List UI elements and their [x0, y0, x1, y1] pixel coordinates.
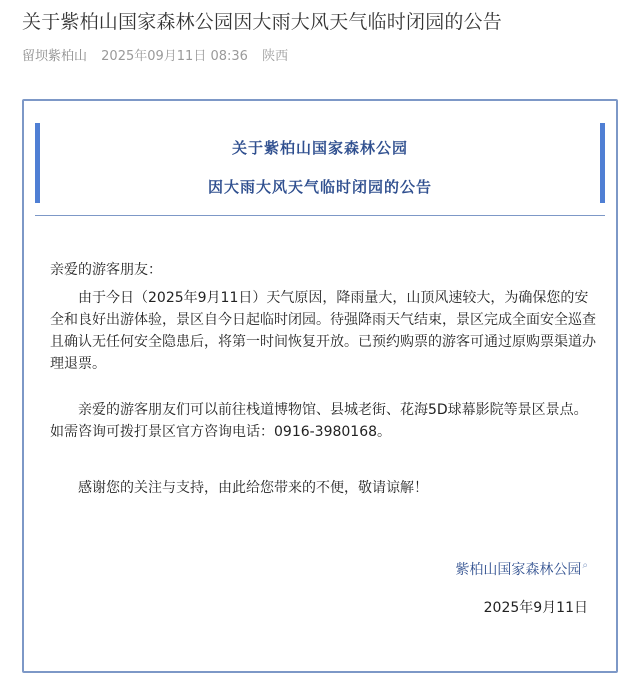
notice-paragraph-1: 由于今日（2025年9月11日）天气原因，降雨量大，山顶风速较大，为确保您的安全和良好出游体验，景区自今日起临时闭园。待强降雨天气结束，景区完成全面安全巡查且确认无任何安全隐患后，将第一时间恢复开放。已预约购票的游客可通过原购票渠道办理退票。	[50, 290, 596, 372]
search-icon[interactable]: ⌕	[582, 560, 588, 572]
notice-heading-line2: 因大雨大风天气临时闭园的公告	[207, 178, 432, 196]
notice-paragraph-2: 亲爱的游客朋友们可以前往栈道博物馆、县城老街、花海5D球幕影院等景区景点。如需咨询可拨打景区官方咨询电话：0916-3980168。	[50, 402, 588, 440]
account-name[interactable]: 留坝紫柏山	[22, 49, 88, 64]
article-meta	[22, 45, 298, 64]
notice-greeting: 亲爱的游客朋友：	[50, 262, 162, 278]
notice-closing: 感谢您的关注与支持，由此给您带来的不便，敬请谅解！	[78, 480, 428, 496]
publish-location: 陕西	[262, 49, 289, 64]
notice-box	[22, 99, 618, 673]
heading-divider	[35, 215, 605, 216]
notice-heading-line1: 关于紫柏山国家森林公园	[231, 139, 408, 157]
signer-name[interactable]: 紫柏山国家森林公园	[455, 562, 582, 578]
publish-datetime: 2025年09月11日 08:36	[101, 49, 248, 64]
article-title: 关于紫柏山国家森林公园因大雨大风天气临时闭园的公告	[22, 11, 503, 33]
notice-signer[interactable]	[455, 559, 588, 579]
notice-date: 2025年9月11日	[483, 600, 588, 616]
